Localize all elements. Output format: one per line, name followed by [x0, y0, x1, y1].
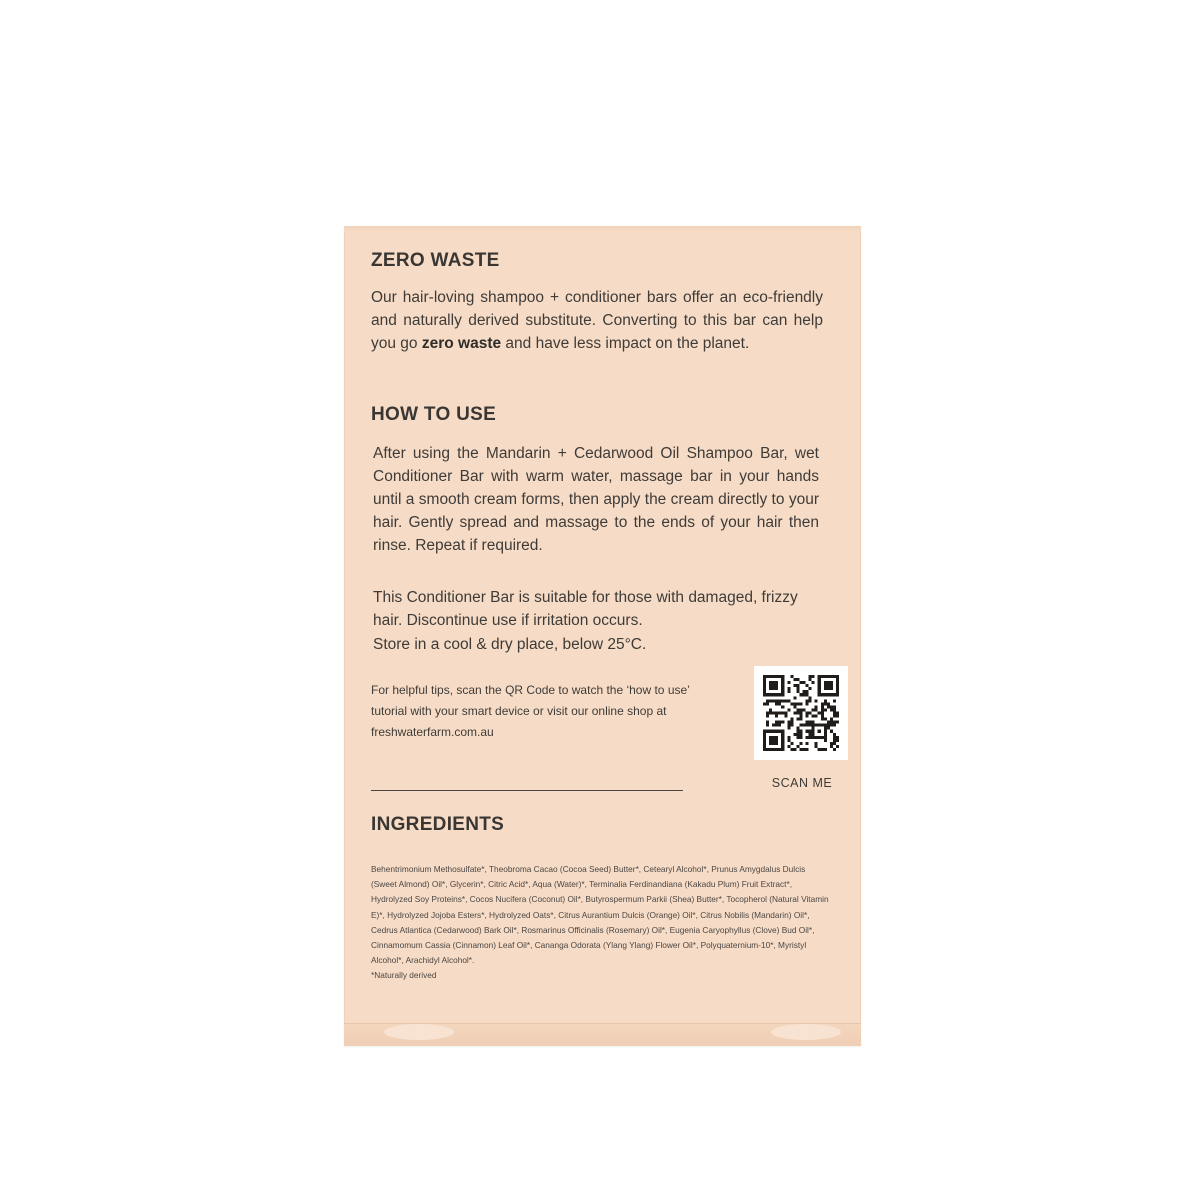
section-divider	[371, 790, 683, 791]
ingredients-list	[371, 862, 833, 984]
box-bottom-flap	[344, 1023, 861, 1046]
zero-waste-text-end: and have less impact on the planet.	[501, 335, 750, 352]
ingredients-heading: INGREDIENTS	[371, 814, 505, 835]
zero-waste-text-start: Our hair-loving shampoo + conditioner bars offer an eco-friendly and naturally derived substitute. Converting to this bar can help you go	[371, 289, 823, 352]
how-to-use-instructions: After using the Mandarin + Cedarwood Oil Shampoo Bar, wet Conditioner Bar with warm water, massage bar in your hands until a smooth cream forms, then apply the cream directly to your hair. Gently spread and massage to the ends of your hair then rinse. Repeat if required.	[373, 445, 819, 554]
qr-code-icon	[763, 675, 839, 751]
zero-waste-heading: ZERO WASTE	[371, 250, 500, 271]
ingredients-text: Behentrimonium Methosulfate*, Theobroma Cacao (Cocoa Seed) Butter*, Cetearyl Alcohol*, Prunus Amygdalus Dulcis (Sweet Almond) Oil*, Glycerin*, Citric Acid*, Aqua (Water)*, Terminalia Ferdinandiana (Kakadu Plum) Fruit Extract*, Hydrolyzed Soy Proteins*, Cocos Nucifera (Coconut) Oil*, Butyrospermum Parkii (Shea) Butter*, Tocopherol (Natural Vitamin E)*, Hydrolyzed Jojoba Esters*, Hydrolyzed Oats*, Citrus Aurantium Dulcis (Orange) Oil*, Citrus Nobilis (Mandarin) Oil*, Cedrus Atlantica (Cedarwood) Bark Oil*, Rosmarinus Officinalis (Rosemary) Oil*, Eugenia Caryophyllus (Clove) Bud Oil*, Cinnamomum Cassia (Cinnamon) Leaf Oil*, Cananga Odorata (Ylang Ylang) Flower Oil*, Polyquaternium-10*, Myristyl Alcohol*, Arachidyl Alcohol*.	[371, 864, 829, 966]
flap-tab-left	[384, 1024, 454, 1040]
qr-tips-text: For helpful tips, scan the QR Code to watch the ‘how to use’ tutorial with your smart device or visit our online shop at freshwaterfarm.com.au	[371, 683, 690, 739]
zero-waste-text	[371, 286, 823, 355]
how-to-use-heading: HOW TO USE	[371, 404, 497, 425]
storage-text: Store in a cool & dry place, below 25°C.	[373, 636, 647, 653]
scan-me-label: SCAN ME	[771, 776, 833, 790]
ingredients-footnote: *Naturally derived	[371, 970, 437, 981]
flap-tab-right	[771, 1024, 841, 1040]
zero-waste-bold: zero waste	[421, 335, 502, 352]
qr-code[interactable]	[754, 666, 848, 760]
product-box-back	[344, 226, 861, 1046]
suitability-text: This Conditioner Bar is suitable for those with damaged, frizzy hair. Discontinue use if irritation occurs.	[373, 589, 798, 629]
